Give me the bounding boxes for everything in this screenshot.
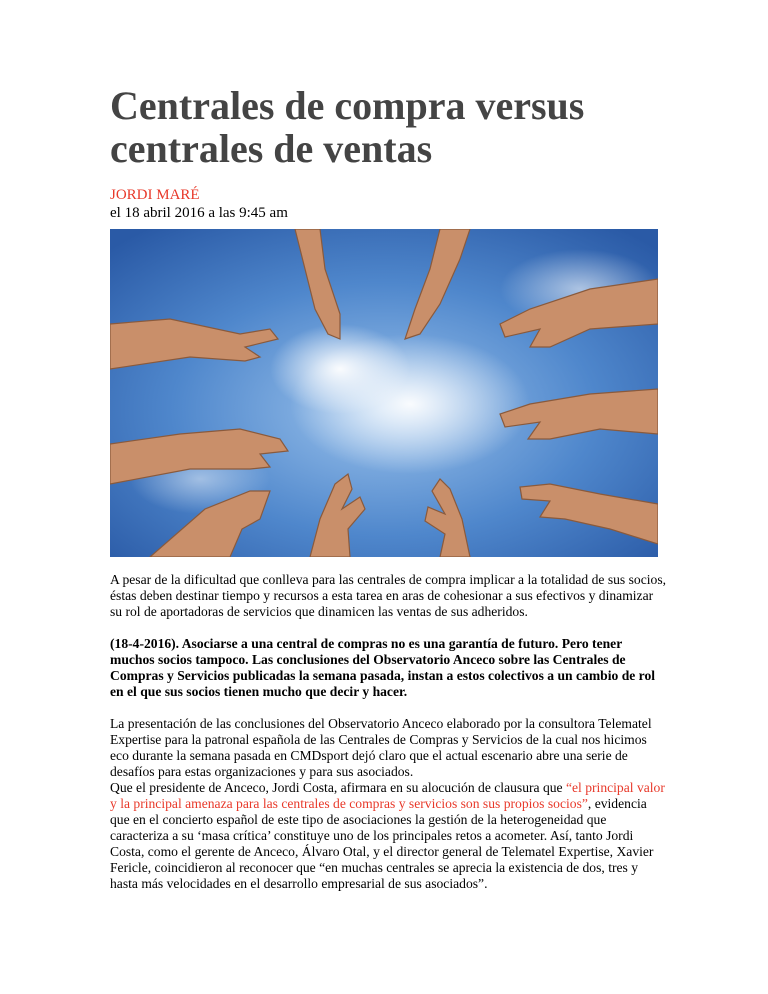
article-summary: (18-4-2016). Asociarse a una central de compras no es una garantía de futuro. Pero tener muchos socios tampoco. Las conclusiones del Observatorio Anceco sobre las Centrales de Compras y Servicios publicadas la semana pasada, instan a estos colectivos a un cambio de rol en el que sus socios tienen mucho que decir y hacer. [110,636,656,699]
publish-date: el 18 abril 2016 a las 9:45 am [110,205,288,221]
article-image [110,229,658,557]
article-lead: A pesar de la dificultad que conlleva para las centrales de compra implicar a la totalidad de sus socios, éstas deben destinar tiempo y recursos a esta tarea en aras de cohesionar a sus efectivos y dinamizar su rol de aportadoras de servicios que dinamicen las ventas de sus adheridos. [110,572,667,619]
author-link[interactable]: JORDI MARÉ [110,187,200,203]
article-title: Centrales de compra versus centrales de ventas [110,83,585,171]
article-paragraph-quote [110,780,666,892]
paragraph-text: , evidencia que en el concierto español de este tipo de asociaciones la gestión de la heterogeneidad que caracteriza a su ‘masa crítica’ constituye uno de los principales retos a acometer. Así, tanto Jordi Costa, como el gerente de Anceco, Álvaro Otal, y el director general de Telematel Expertise, Xavier Fericle, coincidieron al reconocer que “en muchas centrales se aprecia la existencia de dos, tres y hasta más velocidades en el desarrollo empresarial de sus asociados”. [110,796,654,891]
highlighted-quote: “el principal valor y la principal amenaza para las centrales de compras y servicios son sus propios socios” [110,780,665,811]
article-paragraph: La presentación de las conclusiones del Observatorio Anceco elaborado por la consultora Telematel Expertise para la patronal española de las Centrales de Compras y Servicios de la cual nos hicimos eco durante la semana pasada en CMDsport dejó claro que el actual escenario abre una serie de desafíos para estas organizaciones y para sus asociados. [110,716,652,779]
paragraph-text: Que el presidente de Anceco, Jordi Costa, afirmara en su alocución de clausura que [110,780,566,795]
